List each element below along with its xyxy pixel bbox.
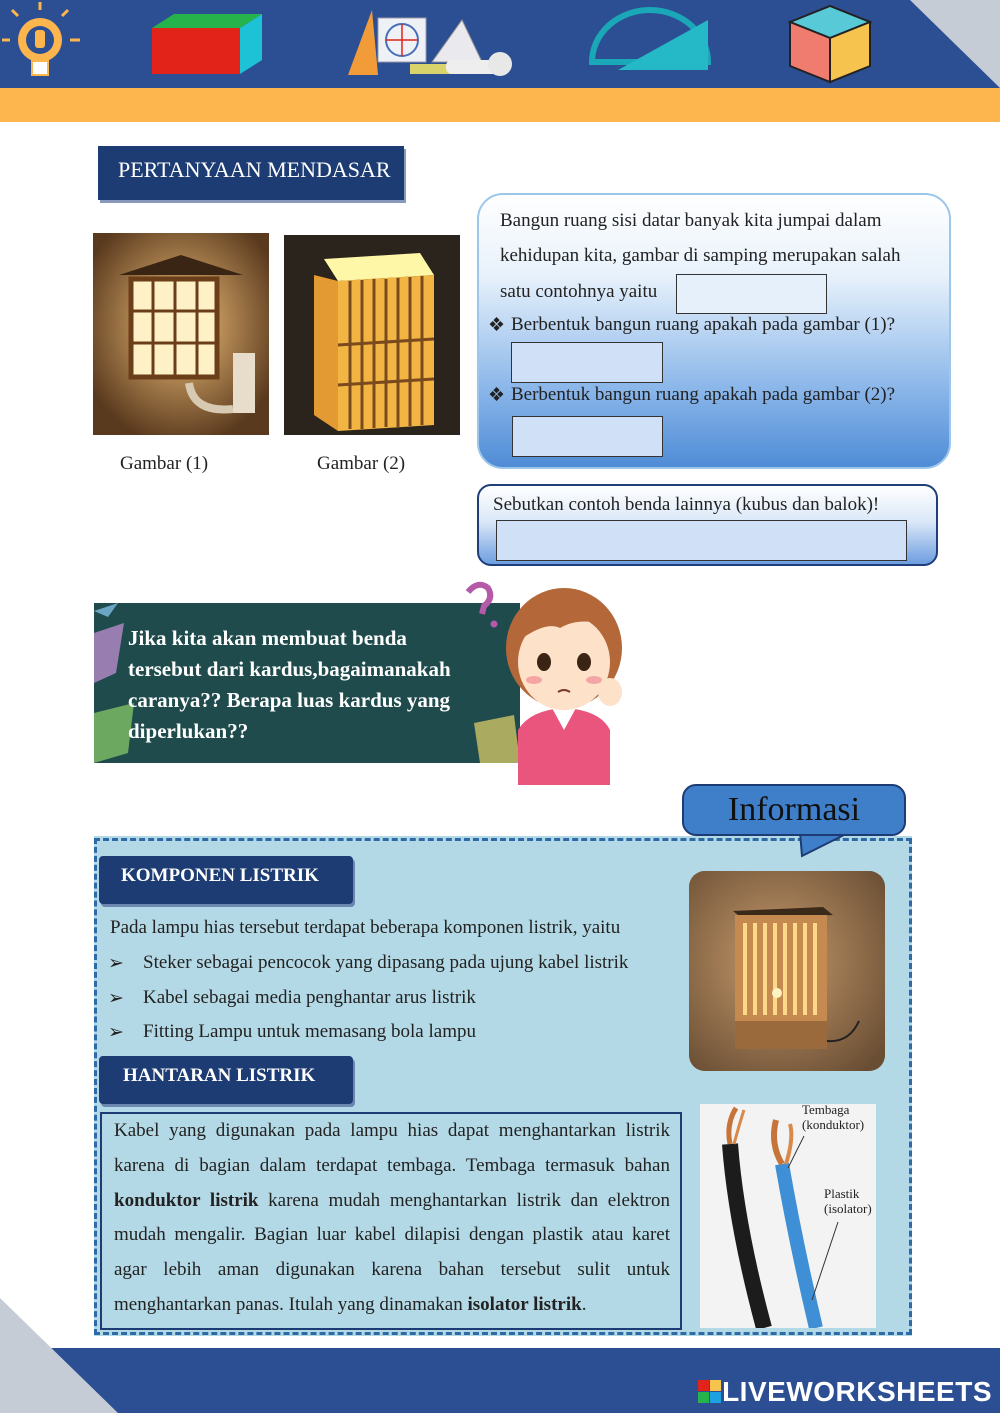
answer-field-example[interactable] — [676, 274, 827, 314]
question-intro-line3: satu contohnya yaitu — [500, 281, 658, 302]
komponen-item-2: Kabel sebagai media penghantar arus listrik — [143, 987, 476, 1008]
lightbulb-icon — [2, 2, 80, 76]
lantern-photo-1 — [93, 233, 269, 435]
label-tembaga-line1: Tembaga — [802, 1102, 850, 1117]
brand-liveworksheets[interactable]: LIVEWORKSHEETS — [722, 1376, 992, 1407]
caption-gambar-2: Gambar (2) — [317, 453, 406, 474]
section-title: PERTANYAAN MENDASAR — [98, 146, 404, 200]
chalkboard-line-4: diperlukan?? — [128, 719, 249, 743]
hantaran-text-1: Kabel yang digunakan pada lampu hias dapat menghantarkan listrik karena di bagian dalam terdapat tembaga. Tembaga termasuk bahan — [114, 1120, 670, 1176]
answer-field-gambar-2[interactable] — [512, 416, 663, 457]
caption-gambar-1: Gambar (1) — [120, 453, 209, 474]
header-corner-decoration — [910, 0, 1000, 88]
info-bubble-tail — [796, 832, 856, 860]
cuboid-icon — [152, 14, 262, 74]
label-plastik — [824, 1186, 872, 1216]
chalkboard-line-2: tersebut dari kardus,bagaimanakah — [128, 657, 451, 681]
question-intro-line1: Bangun ruang sisi datar banyak kita jumpai dalam — [500, 210, 882, 231]
chalkboard-line-3: caranya?? Berapa luas kardus yang — [128, 688, 451, 712]
info-label: Informasi — [682, 784, 906, 836]
liveworksheets-logo-icon — [698, 1380, 722, 1404]
lamp-photo — [689, 871, 885, 1071]
question-mark-icon — [468, 585, 490, 614]
question-bullet-1: ❖ — [488, 315, 506, 336]
komponen-item-3: Fitting Lampu untuk memasang bola lampu — [143, 1021, 476, 1042]
label-plastik-line1: Plastik — [824, 1186, 860, 1201]
label-tembaga-line2: (konduktor) — [802, 1117, 865, 1132]
header-orange-stripe — [0, 88, 1000, 122]
math-tools-icon — [348, 10, 512, 76]
komponen-arrow-1: ➢ — [108, 953, 124, 974]
chalkboard-line-1: Jika kita akan membuat benda — [128, 626, 407, 650]
hantaran-bold-isolator: isolator listrik — [467, 1293, 582, 1315]
cube-icon — [790, 6, 870, 82]
label-plastik-line2: (isolator) — [824, 1201, 872, 1216]
label-tembaga — [802, 1102, 864, 1132]
hantaran-text-2: karena mudah menghantarkan listrik dan elektron mudah mengalir. Bagian luar kabel dilapisi dengan plastik atau karet agar lebih aman digunakan karena bahan tersebut sulit untuk menghantarkan panas. Itulah yang dinamakan — [114, 1189, 670, 1315]
hantaran-bold-konduktor: konduktor listrik — [114, 1189, 259, 1211]
komponen-intro: Pada lampu hias tersebut terdapat beberapa komponen listrik, yaitu — [110, 917, 621, 938]
question-2: Berbentuk bangun ruang apakah pada gambar (2)? — [511, 384, 896, 405]
lantern-photo-2 — [284, 235, 460, 435]
protractor-icon — [592, 10, 708, 70]
komponen-arrow-2: ➢ — [108, 988, 124, 1009]
header-illustrations — [0, 0, 900, 88]
question-bullet-2: ❖ — [488, 385, 506, 406]
cable-photo — [700, 1104, 876, 1328]
answer-field-examples[interactable] — [496, 520, 907, 561]
chalkboard-question — [128, 623, 508, 747]
komponen-title: KOMPONEN LISTRIK — [99, 856, 353, 904]
footer-corner-decoration — [0, 1298, 118, 1413]
komponen-item-1: Steker sebagai pencocok yang dipasang pada ujung kabel listrik — [143, 952, 629, 973]
hantaran-paragraph — [114, 1114, 670, 1323]
question-1: Berbentuk bangun ruang apakah pada gambar (1)? — [511, 314, 896, 335]
hantaran-title: HANTARAN LISTRIK — [99, 1056, 353, 1104]
komponen-arrow-3: ➢ — [108, 1022, 124, 1043]
hantaran-text-3: . — [581, 1293, 587, 1315]
question-intro-line2: kehidupan kita, gambar di samping merupakan salah — [500, 245, 901, 266]
answer-field-gambar-1[interactable] — [511, 342, 663, 383]
thinking-girl-illustration — [460, 580, 630, 785]
examples-prompt: Sebutkan contoh benda lainnya (kubus dan balok)! — [493, 494, 880, 515]
